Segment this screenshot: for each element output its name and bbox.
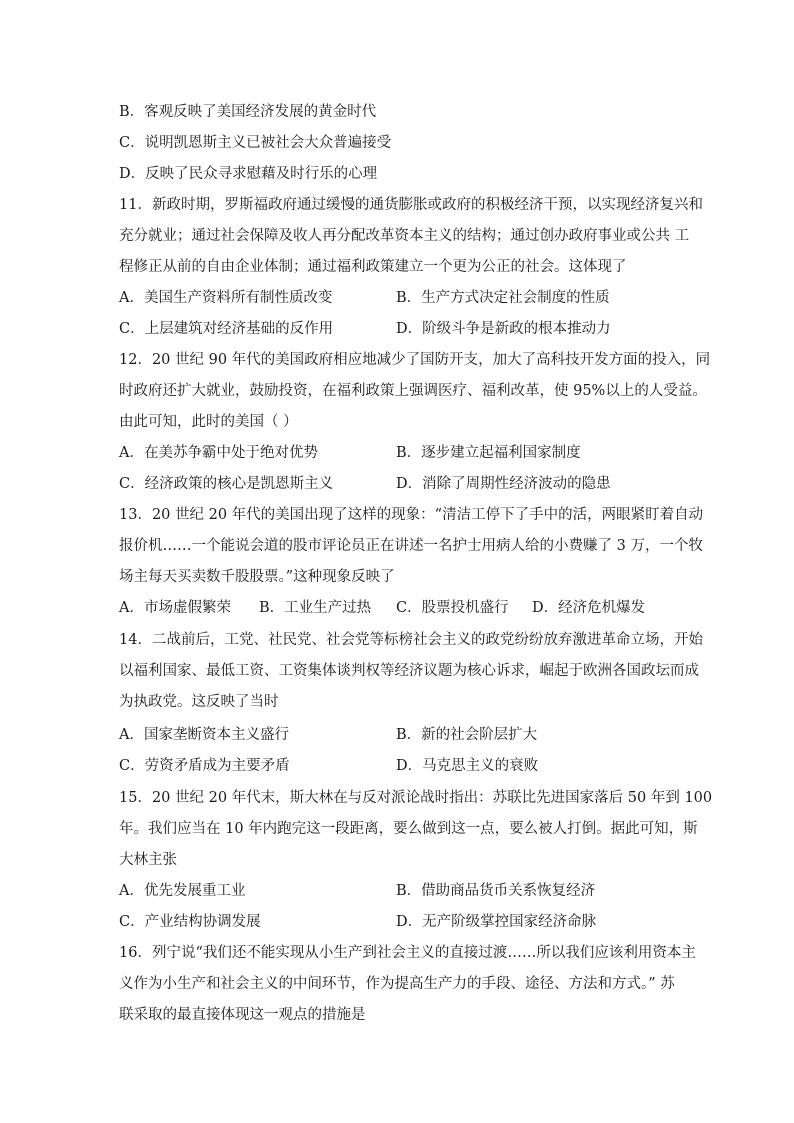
q11-option-b: B．生产方式决定社会制度的性质 [396, 290, 610, 306]
q11-stem-line-3: 程修正从前的自由企业体制；通过福利政策建立一个更为公正的社会。这体现了 [119, 259, 627, 275]
q14-options-row-1 [119, 725, 734, 745]
q12-stem-line-1: 12．20 世纪 90 年代的美国政府相应地减少了国防开支，加大了高科技开发方面的投入，同 [119, 352, 711, 368]
q11-stem-line-1: 11．新政时期，罗斯福政府通过缓慢的通货膨胀或政府的积极经济干预，以实现经济复兴和 [119, 197, 703, 213]
q12-stem-line-3: 由此可知，此时的美国（ ） [119, 414, 298, 430]
q11-option-c: C．上层建筑对经济基础的反作用 [119, 321, 334, 337]
q13-options-row [119, 598, 734, 618]
q15-stem-line-2: 年。我们应当在 10 年内跑完这一段距离，要么做到这一点，要么被人打倒。据此可知，斯 [119, 821, 698, 837]
q15-stem-line-1: 15．20 世纪 20 年代末，斯大林在与反对派论战时指出：苏联比先进国家落后 50 年到 100 [119, 790, 713, 806]
q15-option-c: C．产业结构协调发展 [119, 914, 261, 930]
q10-option-b: B．客观反映了美国经济发展的黄金时代 [119, 104, 377, 120]
q11-stem-line-2: 充分就业；通过社会保障及收人再分配改革资本主义的结构；通过创办政府事业或公共 工 [119, 228, 690, 244]
q13-option-c: C．股票投机盛行 [396, 600, 509, 616]
q16-stem-line-3: 联采取的最直接体现这一观点的措施是 [119, 1007, 366, 1023]
q11-option-d: D．阶级斗争是新政的根本推动力 [396, 321, 611, 337]
q15-option-d: D．无产阶级掌控国家经济命脉 [396, 914, 597, 930]
q11-option-a: A．美国生产资料所有制性质改变 [119, 290, 333, 306]
q14-options-row-2 [119, 756, 734, 776]
q13-stem-line-3: 场主每天买卖数千股股票。”这种现象反映了 [119, 569, 395, 585]
q15-options-row-2 [119, 912, 734, 932]
q11-options-row-2 [119, 319, 734, 339]
q15-option-b: B．借助商品货币关系恢复经济 [396, 883, 596, 899]
q14-option-b: B．新的社会阶层扩大 [396, 727, 538, 743]
q13-option-b: B．工业生产过热 [259, 600, 372, 616]
q14-stem-line-1: 14．二战前后，工党、社民党、社会党等标榜社会主义的政党纷纷放弃激进革命立场，开始 [119, 632, 703, 648]
q14-option-c: C．劳资矛盾成为主要矛盾 [119, 758, 290, 774]
q13-option-d: D．经济危机爆发 [532, 600, 646, 616]
q12-option-d: D．消除了周期性经济波动的隐患 [396, 476, 611, 492]
q11-options-row-1 [119, 288, 734, 308]
q13-option-a: A．市场虚假繁荣 [119, 600, 231, 616]
q15-option-a: A．优先发展重工业 [119, 883, 246, 899]
q13-stem-line-2: 报价机……一个能说会道的股市评论员正在讲述一名护士用病人给的小费赚了 3 万，一个牧 [119, 538, 703, 554]
q14-option-a: A．国家垄断资本主义盛行 [119, 727, 289, 743]
q14-stem-line-2: 以福利国家、最低工资、工资集体谈判权等经济议题为核心诉求，崛起于欧洲各国政坛而成 [119, 663, 699, 679]
q10-option-d: D．反映了民众寻求慰藉及时行乐的心理 [119, 166, 378, 182]
q16-stem-line-1: 16．列宁说“我们还不能实现从小生产到社会主义的直接过渡……所以我们应该利用资本主 [119, 945, 696, 961]
q15-options-row-1 [119, 881, 734, 901]
q12-option-b: B．逐步建立起福利国家制度 [396, 445, 581, 461]
q16-stem-line-2: 义作为小生产和社会主义的中间环节，作为提高生产力的手段、途径、方法和方式。” 苏 [119, 976, 675, 992]
q12-option-a: A．在美苏争霸中处于绝对优势 [119, 445, 318, 461]
q12-options-row-1 [119, 443, 734, 463]
q12-options-row-2 [119, 474, 734, 494]
q13-stem-line-1: 13．20 世纪 20 年代的美国出现了这样的现象：“清洁工停下了手中的活，两眼紧盯着自动 [119, 507, 704, 523]
q14-option-d: D．马克思主义的衰败 [396, 758, 539, 774]
q15-stem-line-3: 大林主张 [119, 852, 177, 868]
q10-option-c: C．说明凯恩斯主义已被社会大众普遍接受 [119, 135, 392, 151]
q12-option-c: C．经济政策的核心是凯恩斯主义 [119, 476, 334, 492]
q12-stem-line-2: 时政府还扩大就业，鼓励投资，在福利政策上强调医疗、福利改革，使 95%以上的人受益。 [119, 383, 707, 399]
q14-stem-line-3: 为执政党。这反映了当时 [119, 694, 279, 710]
